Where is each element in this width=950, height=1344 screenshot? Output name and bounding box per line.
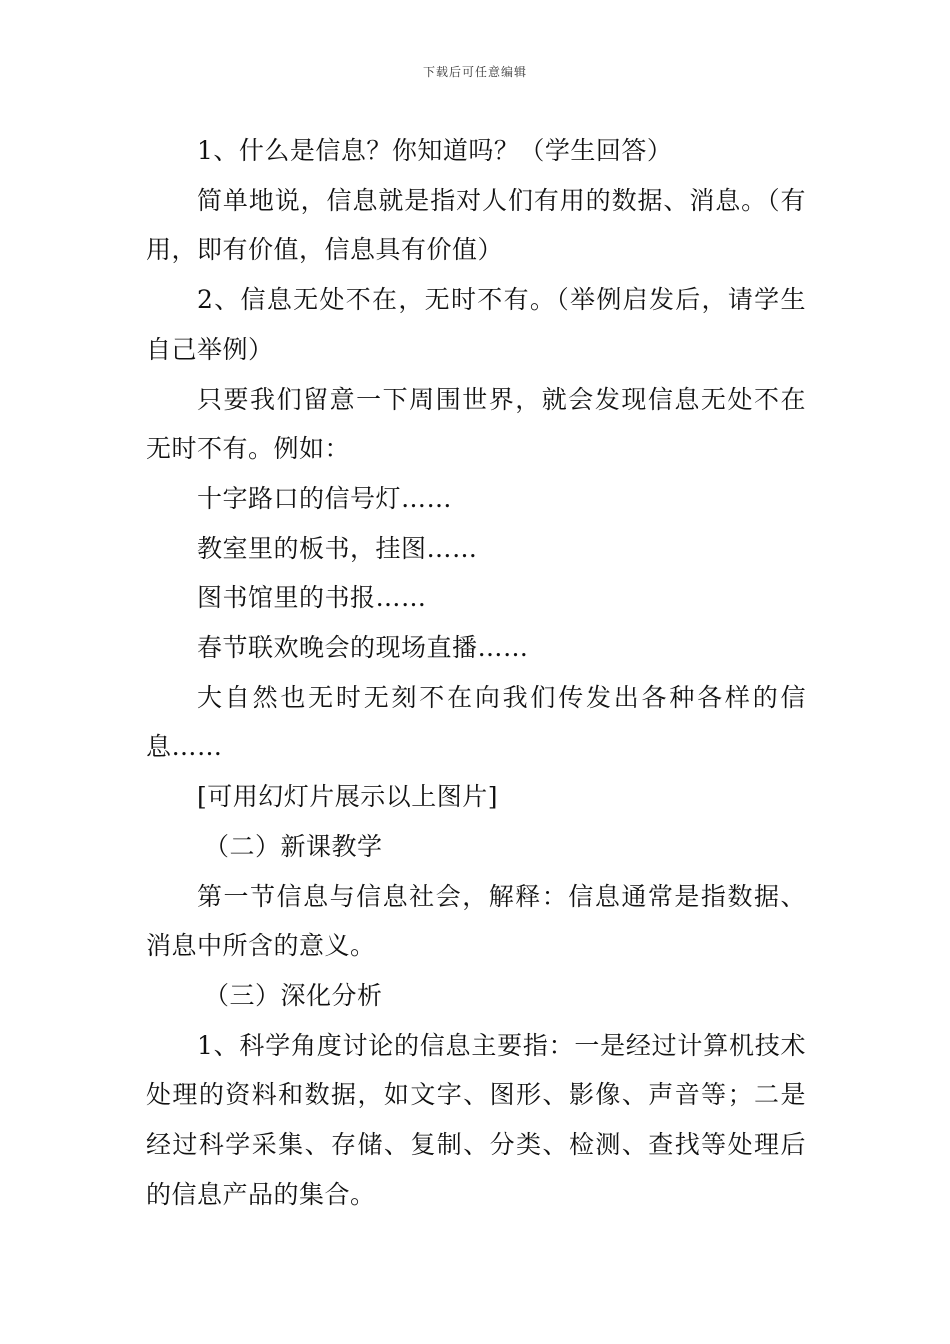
paragraph-scientific-view: 1、科学角度讨论的信息主要指：一是经过计算机技术处理的资料和数据，如文字、图形、影像、声音等；二是经过科学采集、存储、复制、分类、检测、查找等处理后的信息产品的集合。: [146, 1030, 806, 1209]
paragraph-example-blackboard: 教室里的板书，挂图……: [197, 533, 478, 563]
paragraph-example-library: 图书馆里的书报……: [197, 583, 427, 613]
page-header: 下载后可任意编辑: [422, 65, 527, 79]
paragraph-everywhere: 2、信息无处不在，无时不有。（举例启发后，请学生自己举例）: [146, 285, 806, 364]
paragraph-slides-note: [可用幻灯片展示以上图片]: [197, 782, 499, 812]
document-body: [146, 126, 806, 1219]
paragraph-example-nature: 大自然也无时无刻不在向我们传发出各种各样的信息……: [146, 682, 806, 762]
paragraph-example-gala: 春节联欢晚会的现场直播……: [197, 633, 529, 663]
section-heading-new-lesson: （二）新课教学: [204, 831, 383, 861]
paragraph-simple-definition: 简单地说，信息就是指对人们有用的数据、消息。（有用，即有价值，信息具有价值）: [146, 185, 806, 265]
section-heading-deep-analysis: （三）深化分析: [204, 980, 383, 1010]
paragraph-what-is-information: 1、什么是信息？你知道吗？（学生回答）: [197, 136, 673, 165]
paragraph-section-one: 第一节信息与信息社会，解释：信息通常是指数据、消息中所含的意义。: [146, 881, 806, 961]
paragraph-observe-world: 只要我们留意一下周围世界，就会发现信息无处不在无时不有。例如：: [146, 384, 806, 464]
paragraph-example-traffic-light: 十字路口的信号灯……: [197, 483, 453, 513]
